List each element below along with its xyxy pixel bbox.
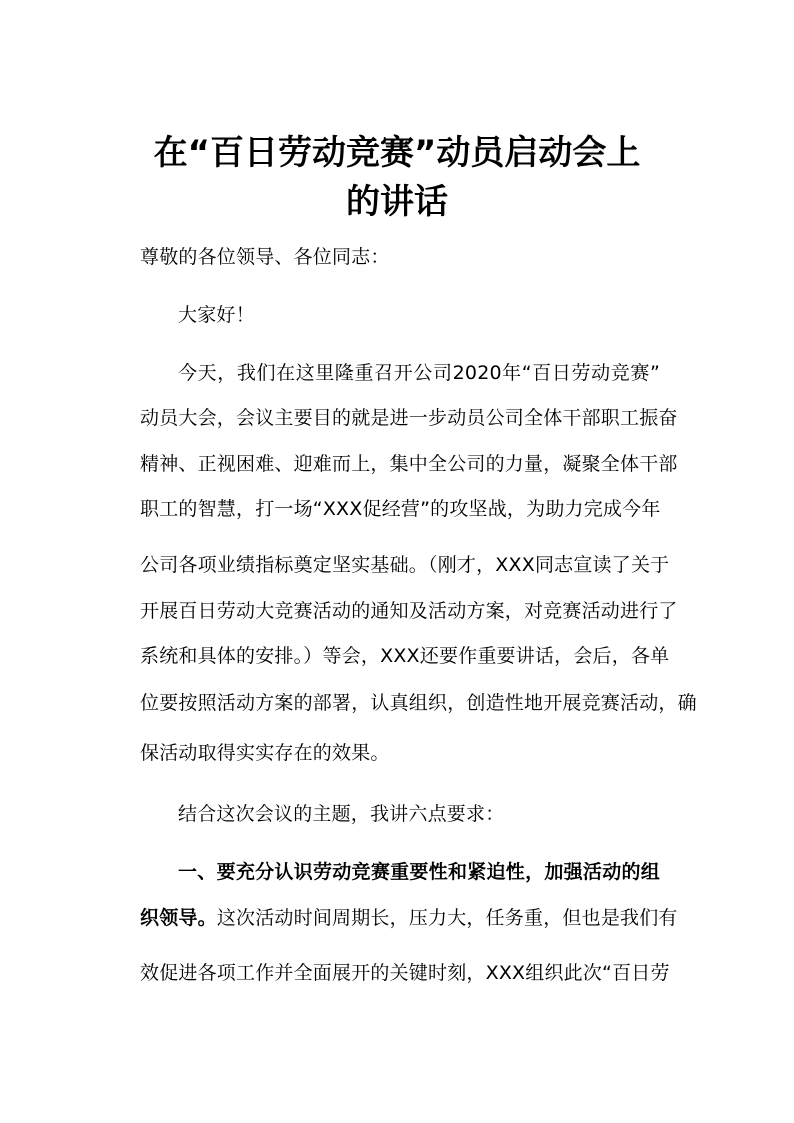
- section-1-heading: 一、要充分认识劳动竞赛重要性和紧迫性，加强活动的组: [178, 861, 660, 883]
- paragraph-1-line: 系统和具体的安排。）等会，XXX还要作重要讲话，会后，各单: [140, 645, 670, 667]
- document-title-line-2: 的讲话: [346, 182, 448, 222]
- greeting: 大家好！: [178, 304, 255, 326]
- paragraph-1-line: 开展百日劳动大竞赛活动的通知及活动方案，对竞赛活动进行了: [140, 600, 678, 622]
- paragraph-1-line: 保活动取得实实存在的效果。: [140, 742, 390, 764]
- paragraph-1-line: 今天，我们在这里隆重召开公司2020年“百日劳动竞赛”: [178, 362, 660, 384]
- section-1-heading-end: 织领导。: [140, 907, 217, 929]
- paragraph-1-line: 位要按照活动方案的部署，认真组织，创造性地开展竞赛活动，确: [140, 692, 697, 714]
- section-1-line-2: [140, 906, 678, 930]
- document-title-line-1: 在“百日劳动竞赛”动员启动会上: [153, 133, 641, 173]
- paragraph-1-line: 动员大会，会议主要目的就是进一步动员公司全体干部职工振奋: [140, 407, 678, 429]
- salutation: 尊敬的各位领导、各位同志：: [140, 246, 390, 268]
- paragraph-1-line: 精神、正视困难、迎难而上，集中全公司的力量，凝聚全体干部: [140, 453, 678, 475]
- paragraph-2: 结合这次会议的主题，我讲六点要求：: [178, 803, 505, 825]
- section-1-line-3: 效促进各项工作并全面展开的关键时刻，XXX组织此次“百日劳: [140, 962, 670, 984]
- section-1-text: 这次活动时间周期长，压力大，任务重，但也是我们有: [216, 907, 678, 929]
- paragraph-1-line: 公司各项业绩指标奠定坚实基础。（刚才，XXX同志宣读了关于: [140, 554, 670, 576]
- paragraph-1-line: 职工的智慧，打一场“XXX促经营”的攻坚战，为助力完成今年: [140, 498, 661, 520]
